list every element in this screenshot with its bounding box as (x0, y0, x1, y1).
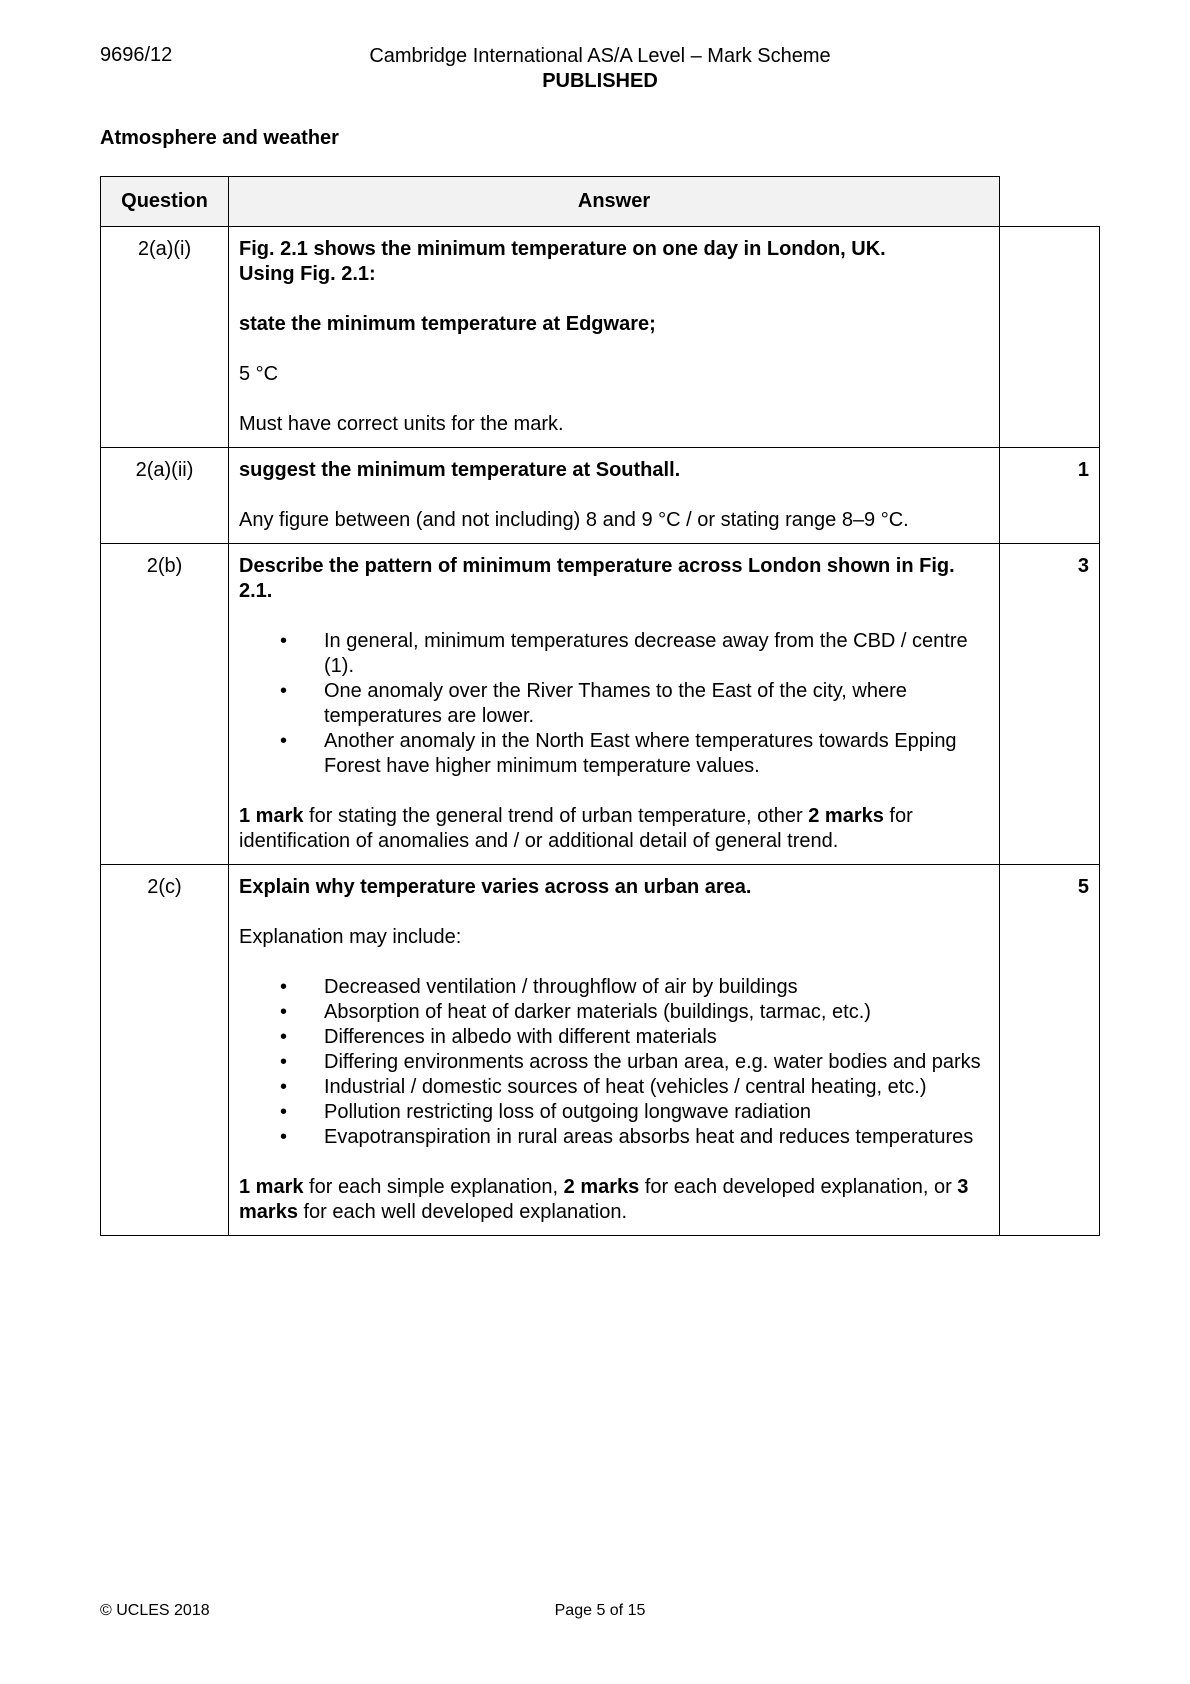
answer-bullet-list (239, 629, 989, 779)
answer-cell (229, 865, 1000, 1236)
list-item: • Decreased ventilation / throughflow of air by buildings (324, 975, 989, 1000)
list-item: • Pollution restricting loss of outgoing longwave radiation (324, 1100, 989, 1125)
document-header (300, 44, 900, 94)
marks-value (1000, 227, 1100, 448)
marking-guidance (239, 1175, 989, 1225)
marking-note: Must have correct units for the mark. (239, 413, 564, 435)
guidance-text: for identification of anomalies and / or additional detail of general trend. (239, 805, 913, 852)
answer-cell (229, 544, 1000, 865)
answer-intro: Explanation may include: (239, 926, 462, 948)
copyright-notice: © UCLES 2018 (100, 1602, 210, 1619)
answer-text: Any figure between (and not including) 8 and 9 °C / or stating range 8–9 °C. (239, 509, 909, 531)
paper-code: 9696/12 (100, 44, 173, 66)
prompt-line: Fig. 2.1 shows the minimum temperature on one day in London, UK. (239, 238, 886, 260)
question-column-header: Question (101, 177, 229, 227)
guidance-text: for stating the general trend of urban temperature, other (303, 805, 809, 827)
question-number: 2(c) (101, 865, 229, 1236)
published-label: PUBLISHED (542, 70, 658, 92)
guidance-text: for each simple explanation, (303, 1176, 564, 1198)
table-row (101, 544, 1100, 865)
answer-cell (229, 448, 1000, 544)
list-item: • Another anomaly in the North East where temperatures towards Epping Forest have higher minimum temperature values. (324, 729, 989, 779)
answer-cell (229, 227, 1000, 448)
guidance-bold: 2 marks (808, 805, 884, 827)
guidance-bold: 1 mark (239, 1176, 304, 1198)
list-item: • In general, minimum temperatures decrease away from the CBD / centre (1). (324, 629, 989, 679)
section-title: Atmosphere and weather (100, 127, 339, 149)
marking-guidance (239, 804, 989, 854)
guidance-text: for each developed explanation, or (639, 1176, 958, 1198)
question-prompt: suggest the minimum temperature at Southall. (239, 459, 681, 481)
marks-value: 1 (1000, 448, 1100, 544)
page-number: Page 5 of 15 (554, 1602, 646, 1619)
answer-text: 5 °C (239, 363, 279, 385)
guidance-bold: 2 marks (563, 1176, 640, 1198)
mark-scheme-table (100, 176, 1100, 1236)
list-item: • Absorption of heat of darker materials (buildings, tarmac, etc.) (324, 1000, 989, 1025)
question-prompt: Describe the pattern of minimum temperature across London shown in Fig. 2.1. (239, 555, 955, 602)
list-item: • Evapotranspiration in rural areas absorbs heat and reduces temperatures (324, 1125, 989, 1150)
prompt-line: Using Fig. 2.1: (239, 263, 376, 285)
list-item: • Industrial / domestic sources of heat (vehicles / central heating, etc.) (324, 1075, 989, 1100)
question-number: 2(b) (101, 544, 229, 865)
answer-column-header: Answer (229, 177, 1000, 227)
table-row (101, 448, 1100, 544)
marks-value: 5 (1000, 865, 1100, 1236)
question-prompt (239, 237, 989, 287)
list-item: • Differences in albedo with different materials (324, 1025, 989, 1050)
answer-bullet-list (239, 975, 989, 1150)
question-prompt: state the minimum temperature at Edgware; (239, 313, 656, 335)
guidance-bold: 3 marks (239, 1176, 969, 1223)
table-row (101, 865, 1100, 1236)
list-item: • Differing environments across the urban area, e.g. water bodies and parks (324, 1050, 989, 1075)
table-row (101, 227, 1100, 448)
list-item: • One anomaly over the River Thames to the East of the city, where temperatures are lower. (324, 679, 989, 729)
question-prompt: Explain why temperature varies across an urban area. (239, 876, 752, 898)
guidance-bold: 1 mark (239, 805, 304, 827)
table-header-row (101, 177, 1100, 227)
marks-column-header (1000, 177, 1100, 227)
question-number: 2(a)(ii) (101, 448, 229, 544)
question-number: 2(a)(i) (101, 227, 229, 448)
marks-value: 3 (1000, 544, 1100, 865)
document-title: Cambridge International AS/A Level – Mark Scheme (369, 45, 831, 67)
guidance-text: for each well developed explanation. (297, 1201, 628, 1223)
